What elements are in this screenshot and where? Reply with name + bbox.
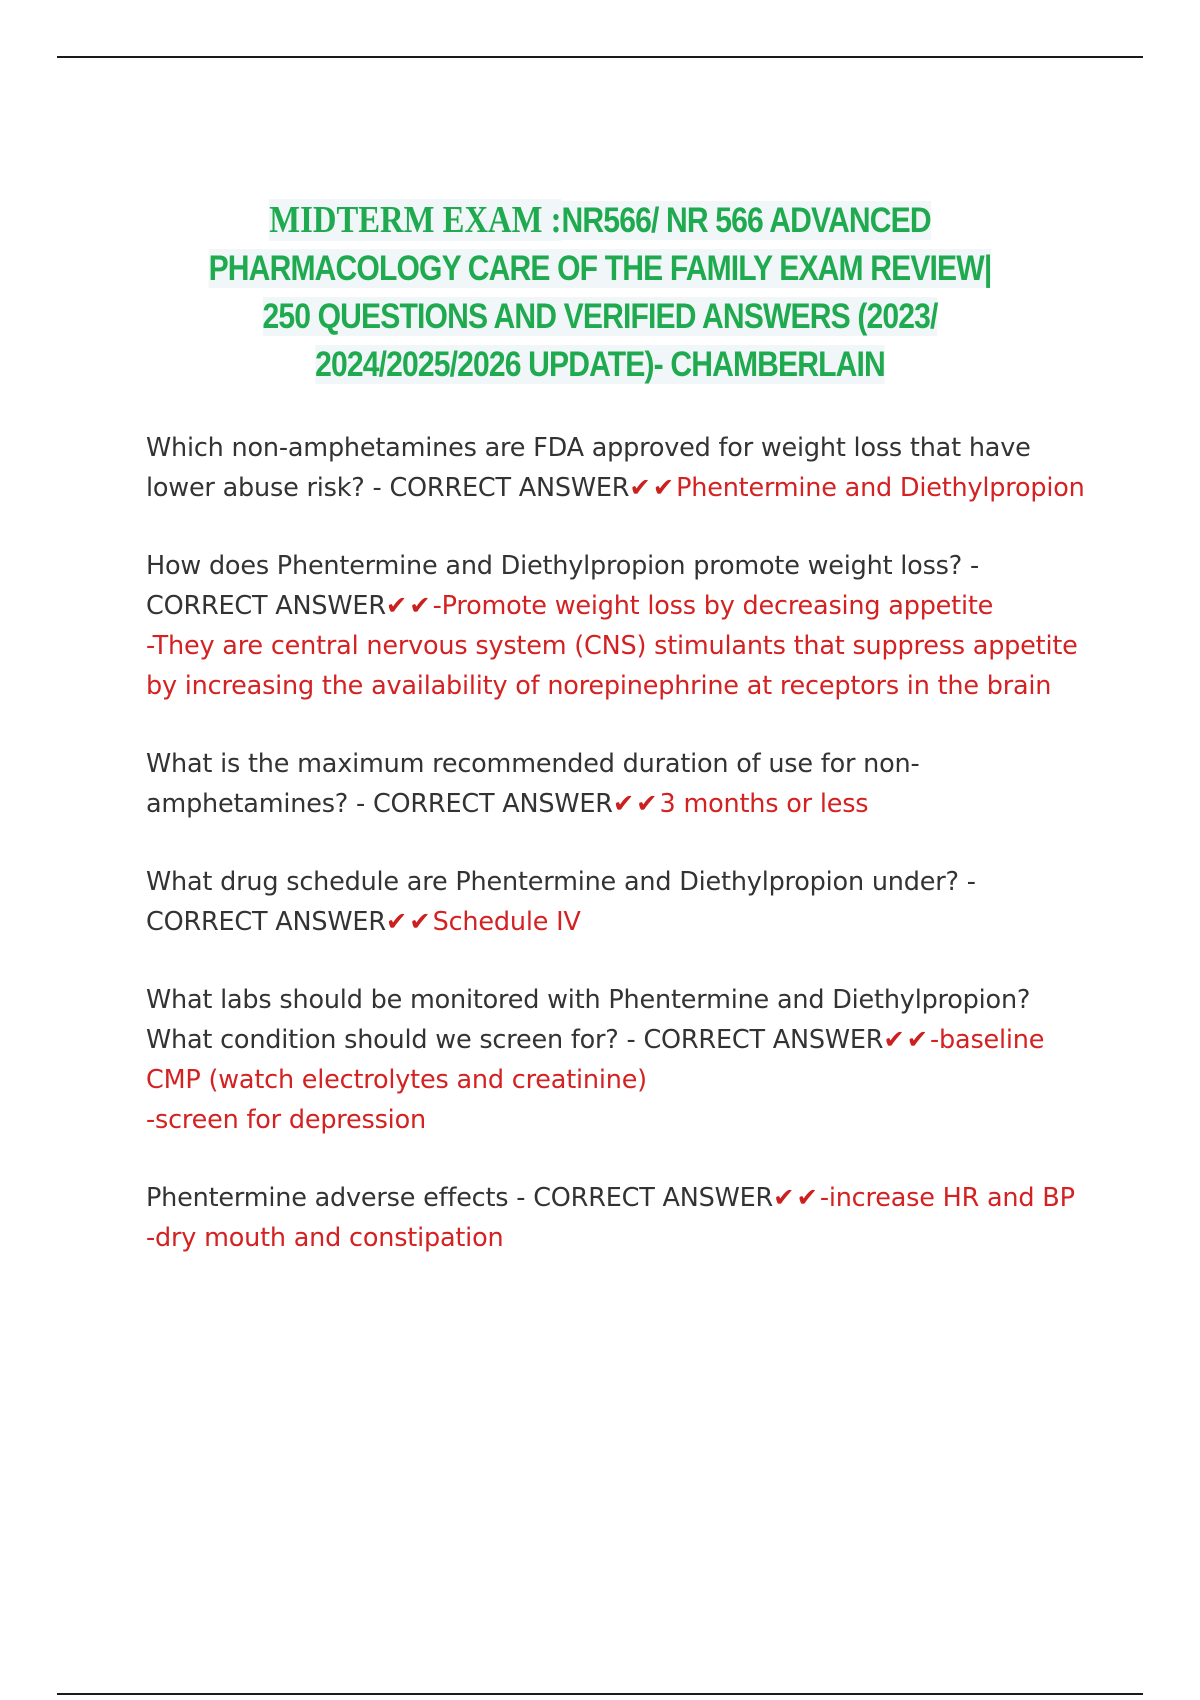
- qa-item: [146, 428, 1086, 508]
- question-text: What drug schedule are Phentermine and Diethylpropion under?: [146, 867, 959, 897]
- qa-list: [146, 428, 1086, 1296]
- correct-answer-tag: - CORRECT ANSWER: [146, 867, 976, 937]
- correct-answer-tag: - CORRECT ANSWER: [348, 789, 613, 819]
- double-check-icon: ✔✔: [385, 591, 433, 621]
- question-text: Phentermine adverse effects: [146, 1183, 509, 1213]
- correct-answer-tag: - CORRECT ANSWER: [146, 551, 980, 621]
- document-title: [187, 196, 1013, 389]
- correct-answer-tag: - CORRECT ANSWER: [508, 1183, 774, 1213]
- qa-item: [146, 862, 1086, 942]
- bottom-rule: [57, 1693, 1143, 1695]
- top-rule: [57, 56, 1143, 58]
- question-text: What labs should be monitored with Phentermine and Diethylpropion? What condition should we screen for?: [146, 985, 1031, 1055]
- answer-text: -Promote weight loss by decreasing appetite: [432, 591, 994, 621]
- question-text: Which non-amphetamines are FDA approved for weight loss that have lower abuse risk?: [146, 433, 1031, 503]
- double-check-icon: ✔✔: [612, 789, 660, 819]
- answer-text: Schedule IV: [432, 907, 581, 937]
- title-course-text: NR566/ NR 566 ADVANCED PHARMACOLOGY CARE OF THE FAMILY EXAM REVIEW| 250 QUESTIONS AND VERIFIED ANSWERS (2023/ 2024/2025/2026 UPDATE)- CHAMBERLAIN: [208, 201, 992, 384]
- qa-item: [146, 744, 1086, 824]
- question-text: How does Phentermine and Diethylpropion promote weight loss?: [146, 551, 963, 581]
- correct-answer-tag: - CORRECT ANSWER: [618, 1025, 884, 1055]
- qa-item: [146, 1178, 1086, 1258]
- question-text: What is the maximum recommended duration of use for non-amphetamines?: [146, 749, 920, 819]
- double-check-icon: ✔✔: [629, 473, 677, 503]
- double-check-icon: ✔✔: [883, 1025, 931, 1055]
- answer-text: 3 months or less: [659, 789, 869, 819]
- answer-text: -increase HR and BP: [819, 1183, 1075, 1213]
- title-exam-label: MIDTERM EXAM :: [269, 199, 562, 241]
- answer-text: Phentermine and Diethylpropion: [676, 473, 1085, 503]
- answer-text: -screen for depression: [146, 1105, 426, 1135]
- double-check-icon: ✔✔: [773, 1183, 820, 1213]
- qa-item: [146, 980, 1086, 1140]
- double-check-icon: ✔✔: [385, 907, 433, 937]
- qa-item: [146, 546, 1086, 706]
- answer-text: -dry mouth and constipation: [146, 1223, 504, 1253]
- correct-answer-tag: - CORRECT ANSWER: [364, 473, 630, 503]
- answer-text: -baseline CMP (watch electrolytes and creatinine): [146, 1025, 1045, 1095]
- answer-text: -They are central nervous system (CNS) stimulants that suppress appetite by increasing the availability of norepinephrine at receptors in the brain: [146, 631, 1078, 701]
